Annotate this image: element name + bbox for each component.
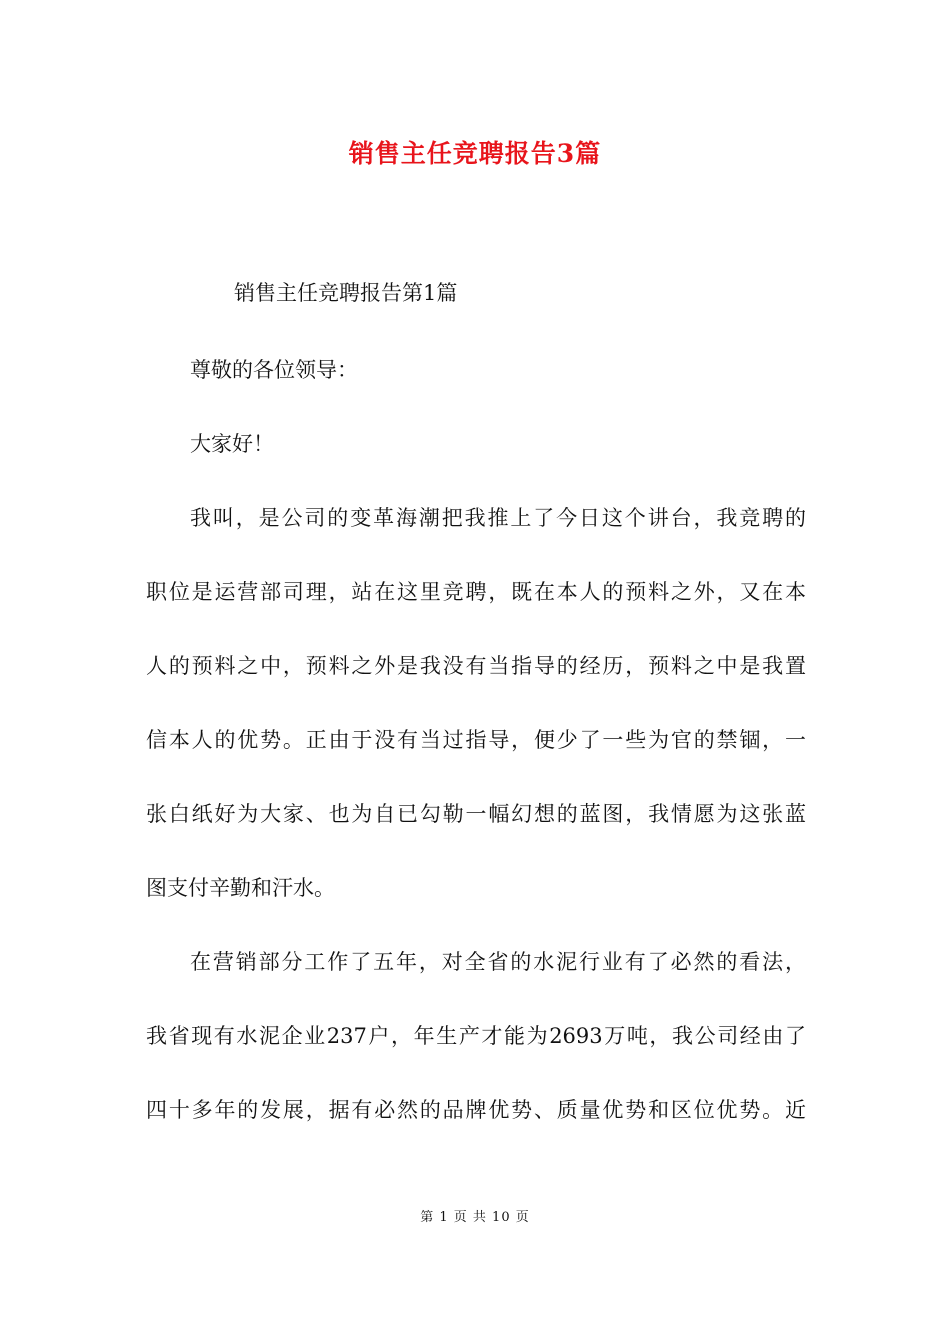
- paragraph-1-line: 职位是运营部司理，站在这里竞聘，既在本人的预料之外，又在本: [146, 580, 806, 604]
- page-indicator: 第 1 页 共 10 页: [420, 1210, 530, 1225]
- paragraph-1-line: 人的预料之中，预料之外是我没有当指导的经历，预料之中是我置: [146, 654, 806, 678]
- paragraph-2-line: 我省现有水泥企业237户，年生产才能为2693万吨，我公司经由了: [146, 1024, 806, 1048]
- paragraph-1-line: 图支付辛勤和汗水。: [146, 876, 335, 900]
- paragraph-1-line: 信本人的优势。正由于没有当过指导，便少了一些为官的禁锢，一: [146, 728, 806, 752]
- paragraph-2-line: 四十多年的发展，据有必然的品牌优势、质量优势和区位优势。近: [146, 1098, 806, 1122]
- document-title: 销售主任竞聘报告3篇: [348, 139, 602, 168]
- section-heading: 销售主任竞聘报告第1篇: [234, 281, 458, 305]
- salutation-line: 大家好！: [190, 432, 274, 456]
- greeting-line: 尊敬的各位领导：: [190, 358, 358, 382]
- paragraph-2-line: 在营销部分工作了五年，对全省的水泥行业有了必然的看法，: [190, 950, 806, 974]
- paragraph-1-line: 张白纸好为大家、也为自已勾勒一幅幻想的蓝图，我情愿为这张蓝: [146, 802, 806, 826]
- paragraph-1-line: 我叫，是公司的变革海潮把我推上了今日这个讲台，我竞聘的: [190, 506, 806, 530]
